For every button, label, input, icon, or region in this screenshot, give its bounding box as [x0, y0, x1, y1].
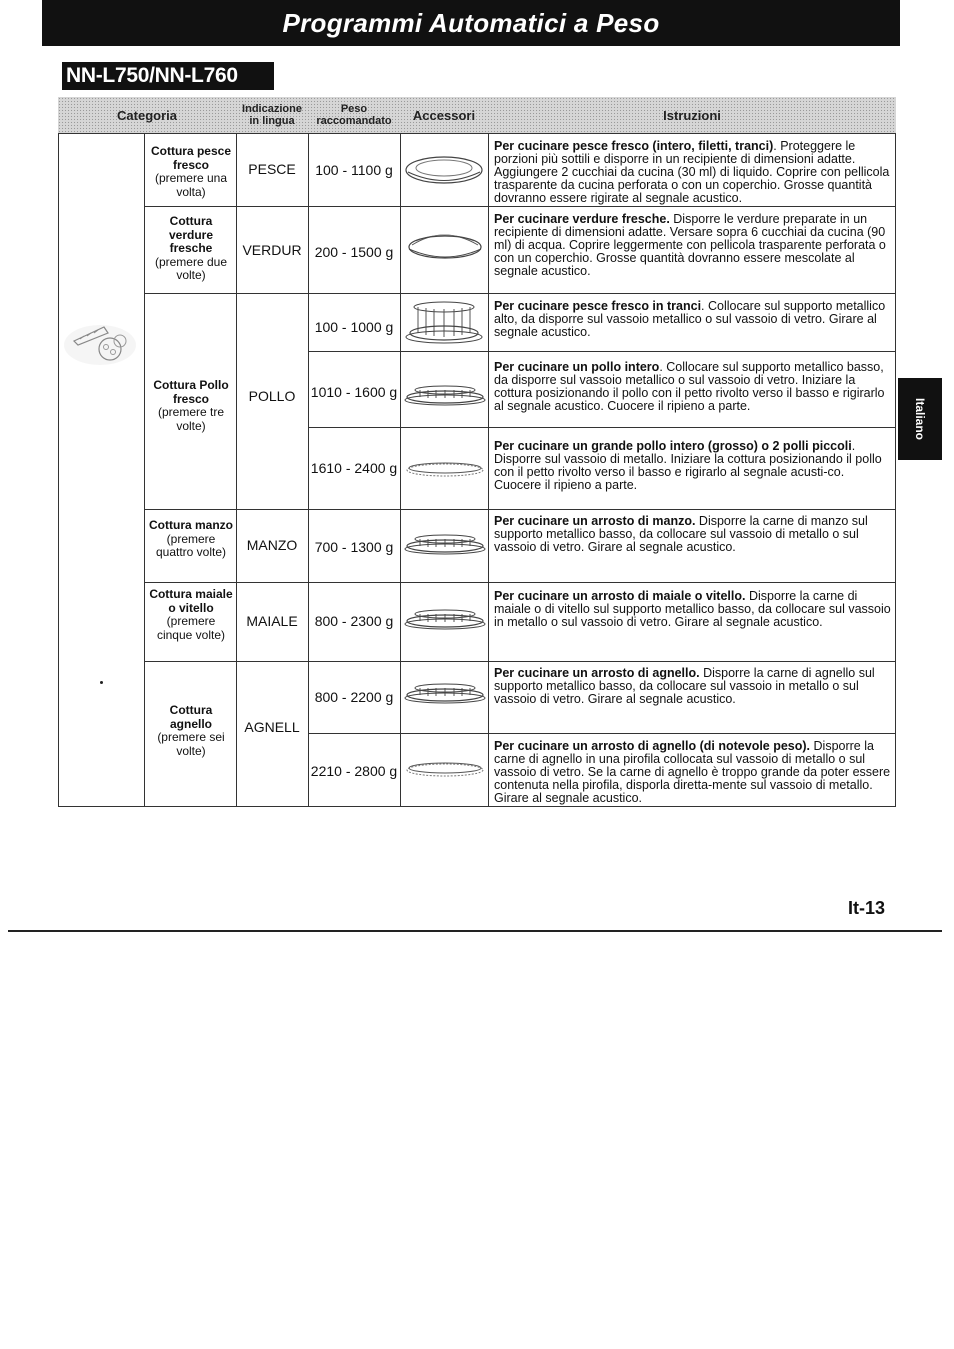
display-word: MANZO [246, 537, 298, 553]
grid-line [488, 133, 489, 807]
instruction-title: Per cucinare un arrosto di agnello (di notevole peso). [494, 739, 811, 753]
grid-line [308, 427, 896, 428]
category-press: (premere quattro volte) [155, 531, 227, 559]
instructions [494, 300, 892, 339]
instruction-title: Per cucinare un pollo intero [494, 360, 660, 374]
low-rack-icon [404, 606, 488, 632]
footer-rule [8, 930, 942, 932]
category-press: (premere due volte) [154, 254, 228, 282]
weight-range: 1610 - 2400 g [310, 460, 398, 476]
header-indicazione [236, 97, 308, 133]
header-peso-line2: raccomandato [316, 115, 392, 127]
table-header [58, 97, 896, 134]
model-badge [62, 62, 274, 90]
page-title: Programmi Automatici a Peso [282, 7, 660, 38]
instruction-title: Per cucinare verdure fresche. [494, 212, 670, 226]
display-word: PESCE [248, 161, 296, 177]
grid-line [58, 133, 59, 807]
grid-line [236, 133, 237, 807]
instructions [494, 515, 892, 554]
language-tab [898, 378, 942, 460]
weight-range: 100 - 1100 g [315, 162, 393, 178]
instruction-text: Disporre la carne di maiale o di vitello sul supporto metallico basso, da collocare sul vassoio in metallo o sul vassoio di vetro. Girare al segnale acustico. [494, 589, 891, 629]
header-istruzioni: Istruzioni [663, 107, 721, 123]
covered-dish-icon [404, 227, 488, 265]
category-label: Cottura maiale o vitello [149, 587, 233, 615]
instructions [494, 590, 892, 629]
category-press: (premere cinque volte) [156, 614, 226, 642]
low-rack-icon [404, 531, 488, 557]
auto-weight-table [58, 97, 896, 807]
weight-range: 800 - 2300 g [314, 613, 394, 629]
weight-range: 2210 - 2800 g [310, 763, 398, 779]
category-press: (premere sei volte) [157, 730, 225, 758]
weight-range: 1010 - 1600 g [310, 384, 398, 400]
category-maiale [148, 588, 234, 642]
grid-line [144, 133, 145, 807]
weight-range: 700 - 1300 g [314, 539, 394, 555]
weight-range: 200 - 1500 g [314, 244, 394, 260]
instruction-text: Disporre la carne di manzo sul supporto metallico basso, da collocare sul vassoio di metallo o sul vassoio di vetro. Girare al segnale acustico. [494, 514, 868, 554]
food-icon [60, 319, 140, 369]
category-label: Cottura manzo [149, 518, 233, 532]
language-tab-label: Italiano [912, 397, 927, 441]
tray-icon [404, 759, 488, 779]
instruction-title: Per cucinare un arrosto di agnello. [494, 666, 700, 680]
low-rack-icon [404, 680, 488, 706]
display-word: POLLO [248, 388, 296, 404]
tray-icon [404, 459, 488, 479]
high-rack-icon [404, 299, 488, 345]
instruction-text: . Proteggere le porzioni più sottili e disporre in un recipiente di dimensioni adatte. Aggiungere 2 cucchiai da cucina (30 ml) di liquido. Coprire con pellicola trasparente da cucina perforata o con un coperchio. Grosse quantità dovranno essere rigirate al segnale acustico. [494, 139, 890, 205]
grid-line [144, 582, 896, 583]
display-word: VERDUR [242, 242, 302, 258]
instruction-title: Per cucinare un grande pollo intero (grosso) o 2 polli piccoli [494, 439, 852, 453]
grid-line [144, 293, 896, 294]
category-verdure [148, 215, 234, 283]
instructions [494, 213, 892, 278]
instruction-title: Per cucinare un arrosto di maiale o vitello. [494, 589, 746, 603]
category-label: Cottura verdure fresche [168, 214, 214, 255]
grid-line [58, 806, 896, 807]
instructions [494, 140, 892, 205]
grid-line [144, 661, 896, 662]
dish-icon [404, 153, 488, 187]
header-peso [308, 97, 400, 133]
header-indicazione-line2: in lingua [249, 115, 295, 127]
instruction-title: Per cucinare pesce fresco in tranci [494, 299, 702, 313]
category-pesce [148, 145, 234, 199]
model-name: NN-L750/NN-L760 [66, 64, 238, 87]
grid-line [308, 351, 896, 352]
instruction-text: Disporre la carne di agnello sul supporto metallico basso, da collocare sul vassoio in metallo o sul vassoio di vetro. Girare al segnale acustico. [494, 666, 875, 706]
display-word: AGNELL [244, 719, 300, 735]
page-number: It-13 [848, 898, 886, 918]
instruction-text: Disporre la carne di agnello in una pirofila collocata sul vassoio di metallo o sul vassoio di vetro. Se la carne di agnello è troppo grande da poter essere contenuta nella pirofila, disporla diretta-mente sul vassoio di metallo. Girare al segnale acustico. [494, 739, 891, 805]
display-word: MAIALE [246, 613, 298, 629]
header-categoria: Categoria [117, 107, 177, 123]
instruction-text: Disporre le verdure preparate in un recipiente di dimensioni adatte. Versare sopra 6 cucchiai da cucina (90 ml) di acqua. Coprire leggermente con pellicola trasparente perforata o con un coperchio. Grosse quantità dovranno essere mescolate al segnale acustico. [494, 212, 886, 278]
instructions [494, 740, 892, 805]
instruction-text: . Collocare sul supporto metallico basso, da disporre sul vassoio metallico o sul vassoio di vetro. Iniziare la cottura posizionando il pollo con il petto rivolto verso il basso e rigirarlo al segnale acustico. Cuocere il ripieno a parte. [494, 360, 885, 413]
grid-line [400, 133, 401, 807]
category-press: (premere tre volte) [157, 405, 225, 433]
instruction-title: Per cucinare pesce fresco (intero, filetti, tranci) [494, 139, 774, 153]
grid-line [308, 733, 896, 734]
header-accessori: Accessori [412, 107, 476, 123]
category-label: Cottura pesce fresco [150, 144, 232, 172]
instruction-title: Per cucinare un arrosto di manzo. [494, 514, 696, 528]
category-agnello [148, 704, 234, 758]
page-title-bar [42, 0, 900, 46]
weight-range: 100 - 1000 g [314, 319, 394, 335]
category-manzo [148, 519, 234, 560]
weight-range: 800 - 2200 g [314, 689, 394, 705]
category-label: Cottura Pollo fresco [153, 378, 229, 406]
category-pollo [148, 379, 234, 433]
instruction-text: . Collocare sul supporto metallico alto, da disporre sul vassoio metallico o sul vassoio di vetro. Girare al segnale acustico. [494, 299, 886, 339]
grid-line [144, 509, 896, 510]
category-press: (premere una volta) [154, 171, 228, 199]
header-peso-line1: Peso [340, 103, 368, 115]
grid-line [895, 133, 896, 807]
instructions [494, 440, 892, 492]
grid-line [144, 206, 896, 207]
header-indicazione-line1: Indicazione [242, 103, 302, 115]
low-rack-icon [404, 382, 488, 408]
instructions [494, 361, 892, 413]
instruction-text: . Disporre sul vassoio di metallo. Iniziare la cottura posizionando il pollo con il petto rivolto verso il basso e rigirarlo al segnale acusti-co. Cuocere il ripieno a parte. [494, 439, 882, 492]
instructions [494, 667, 892, 706]
category-label: Cottura agnello [169, 703, 213, 731]
